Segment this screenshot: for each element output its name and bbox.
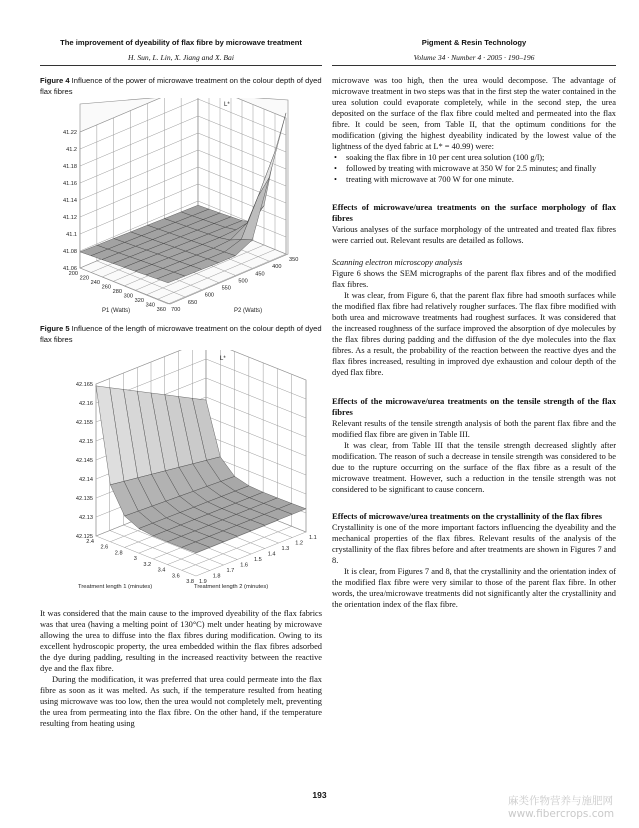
figure4-ylabel: P2 (Watts)	[234, 308, 263, 314]
y-tick-label: 450	[255, 271, 265, 278]
figure4-zlabel: L*	[224, 102, 230, 108]
list-item: • soaking the flax fibre in 10 per cent urea solution (100 g/l);	[346, 152, 616, 163]
x-tick-label: 3.6	[171, 573, 180, 580]
right-paragraph-3: Figure 6 shows the SEM micrographs of the parent flax fibres and of the modified flax fibres.	[332, 269, 616, 289]
y-tick-label: 1.6	[240, 562, 249, 569]
right-paragraph-1: microwave was too high, then the urea would decompose. The advantage of microwave treatment in two steps was that in the first step the water contained in the urea solution could evaporate completely, while in the second step, the urea deposited on the surface of the flax fibre could melted and permeated into the flax fibre. It could be seen, from Table II, that the optimum conditions for the modification (giving the highest dyeability indicated by the lowest value of the lightness of the dyed fabric at L* = 40.99) were:	[332, 76, 616, 151]
z-tick-label: 41.18	[63, 164, 77, 170]
x-tick-label: 360	[156, 307, 166, 313]
figure4-chart	[40, 98, 322, 320]
z-tick-label: 41.2	[66, 147, 77, 153]
y-tick-label: 1.1	[309, 535, 317, 541]
x-tick-label: 260	[101, 284, 111, 291]
z-tick-label: 41.1	[66, 232, 77, 238]
y-tick-label: 500	[238, 278, 248, 285]
journal-issue: Volume 34 · Number 4 · 2005 · 190–196	[413, 53, 535, 62]
x-tick-label: 320	[134, 298, 144, 304]
z-tick-label: 42.165	[75, 382, 93, 388]
page-number: 193	[312, 790, 327, 800]
x-tick-label: 220	[79, 275, 89, 282]
z-tick-label: 41.08	[63, 249, 77, 255]
x-tick-label: 2.6	[100, 544, 109, 551]
y-tick-label: 700	[171, 307, 181, 313]
right-paragraph-4: It was clear, from Figure 6, that the parent flax fibre had smooth surfaces while the modified flax fibre had relatively rougher surfaces. The flax fibre modified with both urea and microwave treatments had roughest surfaces. It was considered that the increased roughness of the surface improved the absorption of dye molecules by the flax fibres during padding and the diffusion of the dye molecules into the flax fibres. As a result, the probability of the reaction between the reactive dyes and the flax fibres increased, resulting in improved dye exhaustion and colour depth of the dyed flax fibre.	[332, 291, 616, 377]
y-tick-label: 650	[187, 299, 198, 306]
y-tick-label: 1.3	[281, 546, 290, 552]
right-paragraph-6: It was clear, from Table III that the tensile strength decreased slightly after modification. The reason of such a decrease in tensile strength was considered to be due to the rupture occurring on the surface of the flax fibre as a result of the microwave treatment. However, such a reduction in the tensile strength was not considered to be significant to cause concern.	[332, 441, 616, 494]
figure5-xlabel: Treatment length 1 (minutes)	[78, 584, 153, 590]
left-paragraph-2: During the modification, it was preferred that urea could permeate into the flax fibre as soon as it was melted. As such, if the temperature resulted from heating using microwave was too low, then the urea would not completely melt, preventing the urea from permeating into the flax fibre. On the other hand, if the temperature resulting from heating using	[40, 675, 322, 728]
right-paragraph-5: Relevant results of the tensile strength analysis of both the parent flax fibre and the modified flax fibre are given in Table III.	[332, 419, 616, 439]
x-tick-label: 2.4	[86, 539, 94, 545]
z-tick-label: 41.06	[63, 266, 77, 272]
y-tick-label: 1.5	[254, 557, 262, 563]
z-tick-label: 42.155	[75, 420, 93, 426]
section-heading-tensile-strength: Effects of the microwave/urea treatments on the tensile strength of the flax fibres	[332, 396, 616, 417]
watermark-line-2: www.fibercrops.com	[508, 808, 615, 820]
x-tick-label: 340	[145, 302, 155, 309]
x-tick-label: 3.2	[143, 561, 152, 568]
x-tick-label: 280	[112, 289, 122, 295]
z-tick-label: 41.22	[63, 130, 77, 136]
watermark-logo	[508, 795, 614, 821]
figure4-caption-text: Influence of the power of microwave treatment on the colour depth of dyed flax fibres	[40, 76, 322, 96]
x-tick-label: 200	[68, 271, 78, 277]
y-tick-label: 1.2	[295, 540, 304, 547]
figure5-ylabel: Treatment length 2 (minutes)	[194, 584, 269, 590]
right-paragraph-7: Crystallinity is one of the more important factors influencing the dyeability and the mechanical properties of the flax fibres. Relevant results of the analysis of the crystallinity of the flax fibres before and after treatments are shown in Figures 7 and 8.	[332, 523, 616, 565]
figure5-caption-text: Influence of the length of microwave treatment on the colour depth of dyed flax fibres	[40, 324, 322, 344]
running-title: The improvement of dyeability of flax fibre by microwave treatment	[60, 38, 302, 47]
y-tick-label: 1.4	[267, 551, 276, 558]
optimum-conditions-list	[332, 152, 616, 185]
z-tick-label: 42.125	[75, 534, 93, 540]
z-tick-label: 42.16	[79, 401, 93, 407]
x-tick-label: 3.8	[186, 579, 194, 585]
section-heading-crystallinity: Effects of microwave/urea treatments on the crystallinity of the flax fibres	[332, 511, 603, 521]
y-tick-label: 350	[289, 257, 299, 263]
z-tick-label: 41.16	[63, 181, 77, 187]
figure4-label: Figure 4	[40, 76, 70, 85]
figure5-caption	[40, 324, 322, 345]
list-item: • treating with microwave at 700 W for one minute.	[346, 174, 616, 185]
figure5-label: Figure 5	[40, 324, 70, 333]
section-heading-surface-morphology: Effects of microwave/urea treatments on the surface morphology of flax fibres	[332, 202, 616, 223]
x-tick-label: 300	[123, 293, 133, 300]
journal-name: Pigment & Resin Technology	[421, 38, 527, 47]
x-tick-label: 3.4	[157, 567, 166, 574]
left-paragraph-1: It was considered that the main cause to the improved dyeability of the flax fabrics was that urea (having a melting point of 130°C) melt under heating by microwave allowing the urea to diffuse into the flax fibres during modification. Owing to its excellent hydroscopic property, the urea embedded within the flax fibres adsorbed the dye during padding, resulting in the increased reactivity between the reactive dye and the flax fibre.	[40, 609, 322, 673]
z-tick-label: 42.15	[79, 439, 93, 445]
right-paragraph-2: Various analyses of the surface morphology of the untreated and treated flax fibres were carried out. Relevant results are detailed as follows.	[332, 225, 616, 245]
header-rule-right	[332, 65, 616, 66]
x-tick-label: 2.8	[114, 550, 123, 557]
y-tick-label: 1.8	[212, 573, 221, 580]
x-tick-label: 240	[90, 280, 100, 286]
z-tick-label: 41.14	[63, 198, 77, 204]
left-body-text	[40, 608, 322, 729]
header-rule-left	[40, 65, 322, 66]
y-tick-label: 550	[221, 285, 231, 292]
list-item: • followed by treating with microwave at 350 W for 2.5 minutes; and finally	[346, 163, 616, 174]
z-tick-label: 42.13	[79, 515, 93, 521]
z-tick-label: 42.145	[75, 458, 93, 464]
figure4-xlabel: P1 (Watts)	[102, 308, 131, 314]
y-tick-label: 400	[272, 264, 282, 271]
z-tick-label: 41.12	[63, 215, 77, 221]
right-paragraph-8: It is clear, from Figures 7 and 8, that the crystallinity and the orientation index of the modified flax fibre were very similar to those of the parent flax fibre. In other words, the urea/microwave treatments did not significantly alter the crystallinity and the orientation index of the flax fibre.	[332, 567, 616, 609]
figure5-chart	[40, 350, 322, 598]
figure4-caption	[40, 76, 322, 97]
subsection-heading-sem: Scanning electron microscopy analysis	[332, 258, 463, 267]
x-tick-label: 3	[133, 556, 137, 563]
y-tick-label: 1.9	[199, 579, 207, 585]
figure5-zlabel: L*	[220, 356, 226, 362]
y-tick-label: 600	[204, 292, 215, 299]
z-tick-label: 42.135	[75, 496, 93, 502]
right-column-text	[332, 75, 616, 610]
y-tick-label: 1.7	[226, 568, 235, 574]
watermark-line-1: 麻类作物营养与施肥网	[508, 795, 613, 807]
running-authors: H. Sun, L. Lin, X. Jiang and X. Bai	[128, 53, 234, 62]
z-tick-label: 42.14	[79, 477, 93, 483]
